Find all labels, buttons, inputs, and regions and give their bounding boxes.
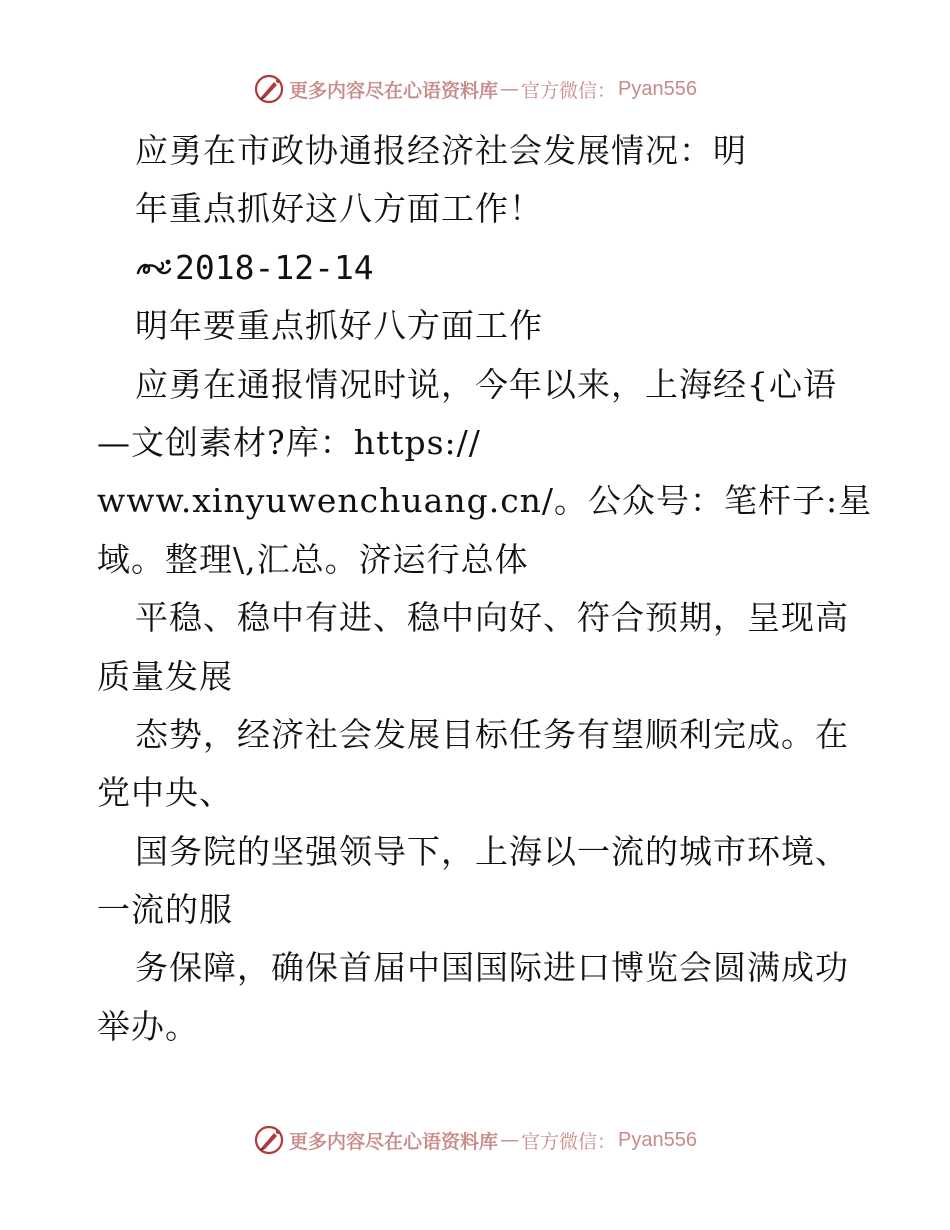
paragraph-line: 国务院的坚强领导下，上海以一流的城市环境、 <box>135 831 849 871</box>
document-date: 2018-12-14 <box>175 247 374 287</box>
footer-slogan: 更多内容尽在心语资料库 <box>289 1130 499 1153</box>
footer-banner-inner <box>253 1124 697 1156</box>
header-wechat-id: Pyan556 <box>618 77 697 100</box>
header-separator: — <box>500 78 520 100</box>
header-slogan: 更多内容尽在心语资料库 <box>289 79 499 102</box>
paragraph-line: —文创素材?库：https:// <box>97 422 481 462</box>
pen-logo-icon <box>253 1124 285 1156</box>
document-title-line-1: 应勇在市政协通报经济社会发展情况：明 <box>135 131 747 170</box>
paragraph-line: 务保障，确保首届中国国际进口博览会圆满成功 <box>135 948 849 988</box>
footer-wechat-id: Pyan556 <box>618 1128 697 1151</box>
pen-logo-icon <box>253 73 285 105</box>
document-title-line-2: 年重点抓好这八方面工作！ <box>135 189 543 229</box>
footer-separator: — <box>500 1129 520 1151</box>
footer-banner <box>0 1123 950 1157</box>
footer-wechat-label: 官方微信： <box>521 1130 617 1153</box>
paragraph-line: 党中央、 <box>97 773 233 813</box>
document-body <box>97 122 873 1056</box>
paragraph-line: 域。整理\,汇总。济运行总体 <box>97 539 529 579</box>
paragraph-line: 举办。 <box>97 1006 199 1046</box>
paragraph-line: 质量发展 <box>97 656 233 696</box>
paragraph-line: www.xinyuwenchuang.cn/。公众号：笔杆子:星 <box>97 481 873 521</box>
flourish-icon <box>135 255 173 281</box>
header-banner <box>0 72 950 106</box>
paragraph-line: 平稳、稳中有进、稳中向好、符合预期，呈现高 <box>135 598 849 638</box>
paragraph-line: 一流的服 <box>97 890 233 930</box>
document-date-line <box>97 239 857 297</box>
paragraph-line: 态势，经济社会发展目标任务有望顺利完成。在 <box>135 714 849 754</box>
header-banner-inner <box>253 73 697 105</box>
header-wechat-label: 官方微信： <box>521 79 617 102</box>
paragraph-line: 应勇在通报情况时说，今年以来，上海经{心语 <box>135 364 837 404</box>
paragraph-line: 明年要重点抓好八方面工作 <box>135 306 543 346</box>
